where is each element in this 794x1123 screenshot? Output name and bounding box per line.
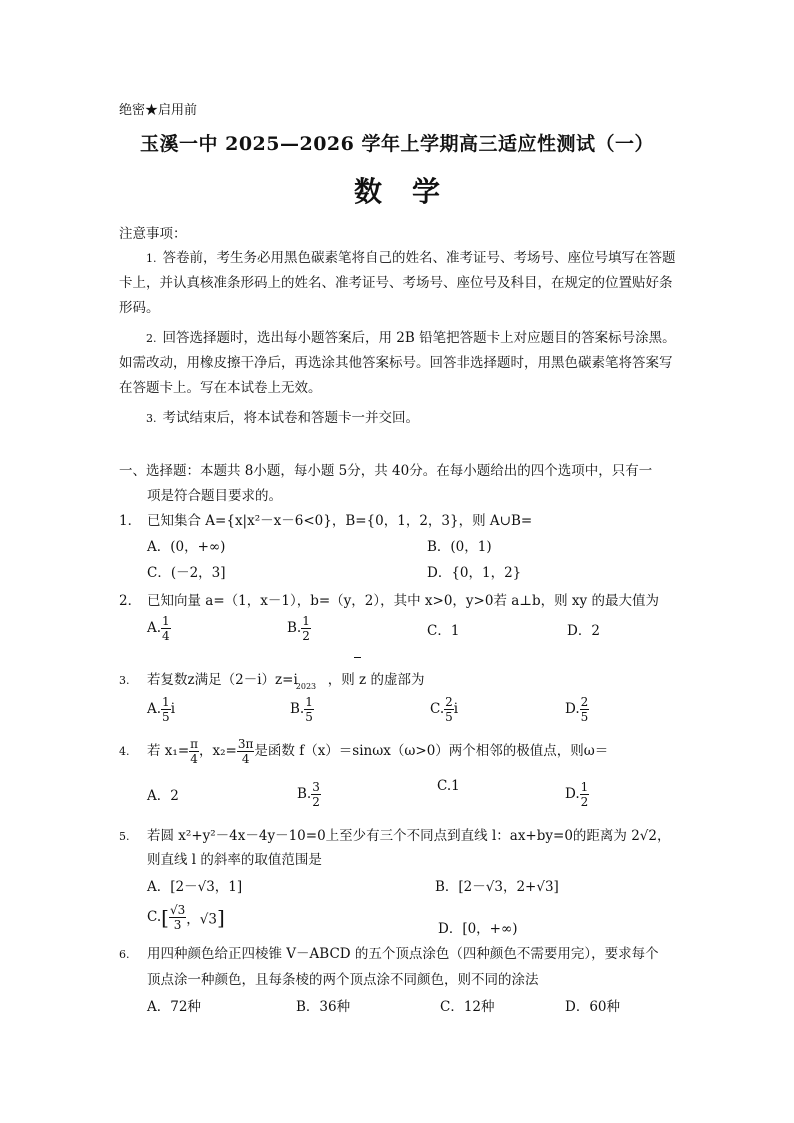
q1-option-b: B．(0，1) xyxy=(427,539,492,555)
question-text: 已知向量 a=（1，x－1），b=（y，2），其中 x>0，y>0若 a⊥b，则 xy 的最大值为 xyxy=(147,593,659,609)
note-number: 2. xyxy=(146,332,157,345)
question-text: 若复数z满足（2－i）z=i xyxy=(147,672,298,688)
question-text: 用四种颜色给正四棱锥 V－ABCD 的五个顶点涂色（四种颜色不需要用完），要求每个 xyxy=(147,946,659,962)
question-text: 已知集合 A={x|x²－x－6<0}，B={0，1，2，3}，则 A∪B= xyxy=(147,513,533,529)
q5-option-c: C.[ $\frac{√3}{3}$ ，√3] xyxy=(147,903,225,932)
exponent: 2023 xyxy=(295,682,317,691)
confidential-label: 绝密★启用前 xyxy=(119,103,198,118)
q6-option-a: A．72种 xyxy=(147,999,201,1015)
conjugate-bar xyxy=(354,657,361,658)
q2-option-a: A. $\frac{1}{4}$ xyxy=(147,614,170,643)
fraction: $\frac{3}{2}$ xyxy=(312,780,320,809)
question-number: 3. xyxy=(119,674,130,687)
exam-title: 玉溪一中 2025—2026 学年上学期高三适应性测试（一） xyxy=(140,133,654,155)
question-number: 2． xyxy=(119,593,142,609)
q3-option-d: D. $\frac{2}{5}$ xyxy=(565,695,589,724)
question-3-stem xyxy=(119,668,424,693)
q2-option-b: B. $\frac{1}{2}$ xyxy=(287,614,310,643)
q2-option-c: C．1 xyxy=(427,623,460,639)
note-item-2 xyxy=(119,326,679,401)
section-line-2: 项是符合题目要求的。 xyxy=(147,488,282,504)
question-number: 4. xyxy=(119,745,130,758)
notes-heading: 注意事项： xyxy=(119,226,187,242)
question-6-stem xyxy=(119,942,659,967)
fraction: $\frac{1}{4}$ xyxy=(162,614,170,643)
question-number: 1． xyxy=(119,513,142,529)
q3-option-a: A. $\frac{1}{5}$ i xyxy=(147,695,176,724)
fraction: $\frac{2}{5}$ xyxy=(445,695,453,724)
question-1-stem xyxy=(119,509,532,534)
q6-option-d: D．60种 xyxy=(565,999,621,1015)
q3-option-b: B. $\frac{1}{5}$ xyxy=(290,695,313,724)
q4-option-c: C.1 xyxy=(437,778,460,794)
section-heading xyxy=(119,459,679,509)
q6-option-b: B．36种 xyxy=(296,999,351,1015)
q5-option-b: B．[2－√3，2+√3] xyxy=(435,879,559,895)
q1-option-a: A．(0，+∞) xyxy=(147,539,226,555)
fraction: $\frac{\pi}{4}$ xyxy=(190,737,199,766)
question-2-stem xyxy=(119,589,659,614)
fraction: $\frac{3\pi}{4}$ xyxy=(237,737,254,766)
q5-option-a: A．[2－√3，1] xyxy=(147,879,243,895)
fraction: $\frac{√3}{3}$ xyxy=(169,903,186,932)
note-item-3 xyxy=(119,406,679,431)
q1-option-d: D．{0，1，2} xyxy=(427,565,522,581)
q4-option-b: B. $\frac{3}{2}$ xyxy=(297,780,320,809)
fraction: $\frac{1}{5}$ xyxy=(162,695,170,724)
fraction: $\frac{2}{5}$ xyxy=(580,695,589,724)
subject-title: 数学 xyxy=(353,175,470,208)
question-number: 6. xyxy=(119,948,130,961)
question-5-stem xyxy=(119,824,671,849)
note-number: 3. xyxy=(146,412,157,425)
note-item-1 xyxy=(119,246,679,321)
note-text: 答卷前，考生务必用黑色碳素笔将自己的姓名、准考证号、考场号、座位号填写在答题卡上，并认真核准条形码上的姓名、准考证号、考场号、座位号及科目，在规定的位置贴好条形码。 xyxy=(119,250,676,316)
q3-option-c: C. $\frac{2}{5}$ i xyxy=(430,695,459,724)
q2-option-d: D．2 xyxy=(567,623,600,639)
question-5-stem-line2: 则直线 l 的斜率的取值范围是 xyxy=(147,852,322,868)
fraction: $\frac{1}{5}$ xyxy=(305,695,313,724)
question-text-end: ，则 z 的虚部为 xyxy=(327,672,425,688)
q5-option-d: D．[0，+∞) xyxy=(438,921,518,937)
fraction: $\frac{1}{2}$ xyxy=(302,614,310,643)
question-6-stem-line2: 顶点涂一种颜色，且每条棱的两个顶点涂不同颜色，则不同的涂法 xyxy=(147,972,539,988)
note-text: 回答选择题时，选出每小题答案后，用 2B 铅笔把答题卡上对应题目的答案标号涂黑。如需改动，用橡皮擦干净后，再选涂其他答案标号。回答非选择题时，用黑色碳素笔将答案写在答题卡上。写在本试卷上无效。 xyxy=(119,330,676,396)
q4-option-a: A．2 xyxy=(147,788,179,804)
question-4-stem: 4. 若 x₁= $\frac{\pi}{4}$ ，x₂= $\frac{3\pi}{4}$ 是函数 f（x）＝sinωx（ω>0）两个相邻的极值点，则ω＝ xyxy=(119,737,609,766)
note-number: 1. xyxy=(146,252,157,265)
section-line-1: 一、选择题：本题共 8小题，每小题 5分，共 40分。在每小题给出的四个选项中，只有一 xyxy=(119,463,653,479)
q6-option-c: C．12种 xyxy=(440,999,495,1015)
q1-option-c: C．(－2，3] xyxy=(147,565,226,581)
fraction: $\frac{1}{2}$ xyxy=(580,780,589,809)
question-number: 5. xyxy=(119,830,130,843)
question-text: 若圆 x²+y²－4x－4y－10=0上至少有三个不同点到直线 l：ax+by=0的距离为 2√2， xyxy=(147,828,671,844)
note-text: 考试结束后，将本试卷和答题卡一并交回。 xyxy=(162,410,419,426)
q4-option-d: D. $\frac{1}{2}$ xyxy=(565,780,589,809)
